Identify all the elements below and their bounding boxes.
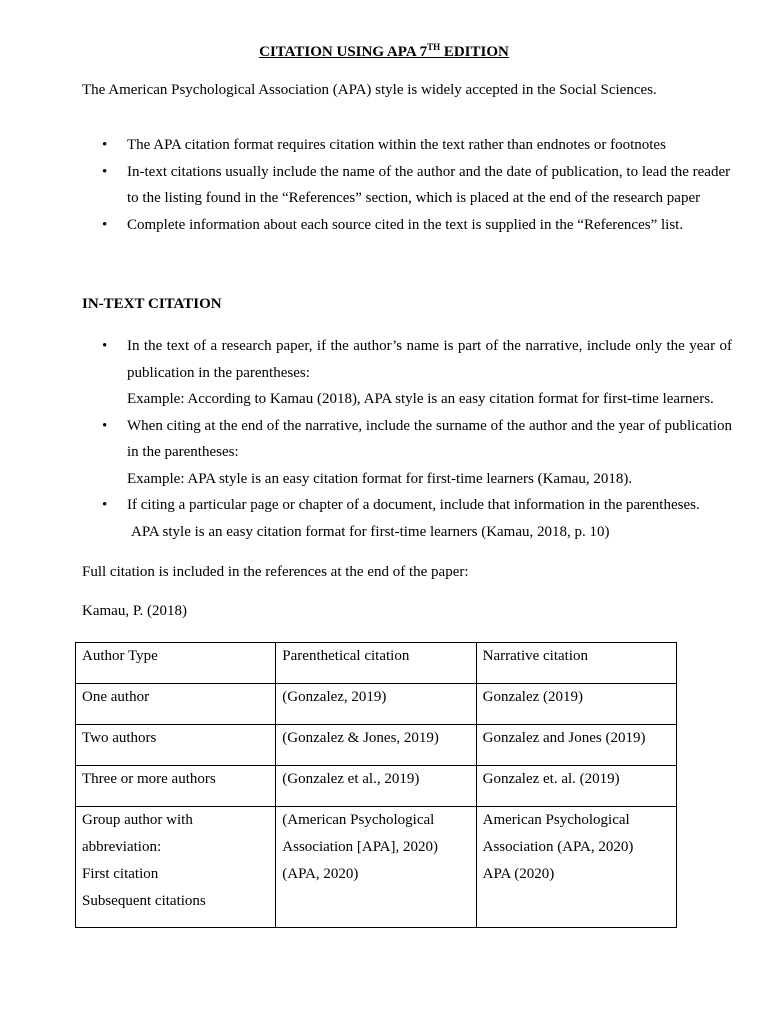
table-header-row: [76, 643, 677, 684]
table-cell: (American Psychological Association [APA], 2020) (APA, 2020): [276, 807, 476, 928]
example-text: APA style is an easy citation format for first-time learners (Kamau, 2018, p. 10): [131, 523, 610, 540]
table-cell: (Gonzalez, 2019): [276, 684, 476, 725]
in-text-citation-heading: IN-TEXT CITATION: [82, 296, 222, 312]
list-item: • In the text of a research paper, if the author’s name is part of the narrative, include only the year of publication in the parentheses:: [82, 333, 732, 386]
page-title: CITATION USING APA 7TH EDITION: [259, 42, 509, 60]
table-header-cell: Parenthetical citation: [276, 643, 476, 684]
list-item: • The APA citation format requires citation within the text rather than endnotes or footnotes: [82, 132, 732, 159]
apa-overview-list: [82, 132, 732, 238]
table-cell: Group author with abbreviation: First citation Subsequent citations: [76, 807, 276, 928]
table-cell: Three or more authors: [76, 766, 276, 807]
list-item: • If citing a particular page or chapter of a document, include that information in the parentheses.: [82, 492, 732, 519]
table-row: [76, 725, 677, 766]
list-item: • When citing at the end of the narrative, include the surname of the author and the year of publication in the parentheses:: [82, 413, 732, 466]
table-row: [76, 807, 677, 928]
table-row: [76, 684, 677, 725]
intro-paragraph: The American Psychological Association (APA) style is widely accepted in the Social Sciences.: [82, 82, 657, 98]
citation-table: [75, 642, 677, 928]
table-row: [76, 766, 677, 807]
table-cell: (Gonzalez et al., 2019): [276, 766, 476, 807]
list-item: • In-text citations usually include the name of the author and the date of publication, to lead the reader to the listing found in the “References” section, which is placed at the end of the research paper: [82, 159, 732, 212]
example-text: Example: According to Kamau (2018), APA style is an easy citation format for first-time learners.: [127, 391, 714, 407]
table-cell: Gonzalez (2019): [476, 684, 676, 725]
table-header-cell: Author Type: [76, 643, 276, 684]
table-header-cell: Narrative citation: [476, 643, 676, 684]
reference-example: Kamau, P. (2018): [82, 603, 187, 619]
table-cell: One author: [76, 684, 276, 725]
in-text-citation-list: [82, 333, 732, 545]
table-cell: Gonzalez and Jones (2019): [476, 725, 676, 766]
table-cell: Gonzalez et. al. (2019): [476, 766, 676, 807]
table-cell: (Gonzalez & Jones, 2019): [276, 725, 476, 766]
full-citation-note: Full citation is included in the references at the end of the paper:: [82, 564, 469, 580]
table-cell: American Psychological Association (APA, 2020) APA (2020): [476, 807, 676, 928]
example-text: Example: APA style is an easy citation format for first-time learners (Kamau, 2018).: [127, 470, 633, 487]
table-cell: Two authors: [76, 725, 276, 766]
list-item: • Complete information about each source cited in the text is supplied in the “References” list.: [82, 212, 732, 239]
